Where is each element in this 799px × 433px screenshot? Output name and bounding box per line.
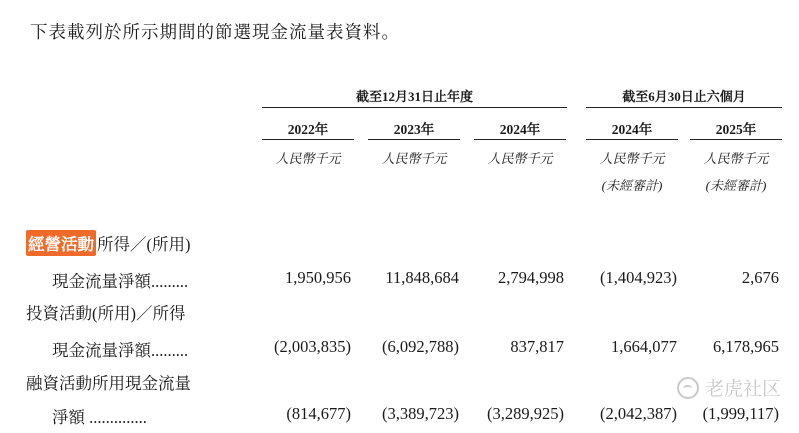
group-header-annual: 截至12月31日止年度 — [355, 89, 473, 104]
col-unit-3: 人民幣千元 — [487, 151, 553, 166]
cell-financing-2025h1: (1,999,117) — [702, 404, 779, 423]
col-year-3: 2024年 — [499, 122, 541, 137]
row-label-financing: 融資活動所用現金流量 — [26, 374, 191, 393]
col-year-2: 2023年 — [393, 122, 435, 137]
col-unit-2: 人民幣千元 — [381, 151, 447, 166]
intro-text: 下表載列於所示期間的節選現金流量表資料。 — [30, 22, 400, 42]
group-rule-annual — [262, 107, 567, 108]
highlight-operating: 經營活動 — [26, 230, 96, 256]
col-year-4: 2024年 — [611, 122, 653, 137]
watermark-text: 老虎社区 — [704, 378, 781, 400]
row-sublabel-investing: 現金流量淨額......... — [52, 341, 189, 360]
row-label-operating-rest: 所得／(所用) — [97, 235, 191, 254]
col-note-4: (未經審計) — [601, 178, 663, 193]
cell-operating-2024: 2,794,998 — [498, 268, 564, 287]
tiger-logo-icon — [677, 377, 699, 399]
col-rule-1 — [262, 139, 354, 140]
cell-operating-2025h1: 2,676 — [741, 268, 779, 287]
watermark — [677, 374, 781, 401]
cell-investing-2023: (6,092,788) — [382, 337, 459, 356]
col-rule-2 — [368, 139, 460, 140]
col-year-1: 2022年 — [287, 122, 329, 137]
row-sublabel-financing: 淨額 .............. — [52, 408, 147, 427]
col-rule-4 — [586, 139, 678, 140]
group-header-half: 截至6月30日止六個月 — [622, 89, 746, 104]
cell-operating-2024h1: (1,404,923) — [600, 268, 677, 287]
col-note-5: (未經審計) — [705, 178, 767, 193]
col-unit-1: 人民幣千元 — [275, 151, 341, 166]
cell-financing-2022: (814,677) — [286, 404, 351, 423]
cell-operating-2023: 11,848,684 — [385, 268, 459, 287]
cell-investing-2024: 837,817 — [510, 337, 564, 356]
cell-financing-2024h1: (2,042,387) — [600, 404, 677, 423]
cell-financing-2023: (3,389,723) — [382, 404, 459, 423]
cell-investing-2024h1: 1,664,077 — [611, 337, 677, 356]
col-year-5: 2025年 — [715, 122, 757, 137]
cell-financing-2024: (3,289,925) — [487, 404, 564, 423]
col-rule-5 — [690, 139, 782, 140]
col-unit-5: 人民幣千元 — [703, 151, 769, 166]
row-label-operating — [26, 230, 191, 256]
row-label-investing: 投資活動(所用)／所得 — [26, 304, 186, 323]
col-unit-4: 人民幣千元 — [599, 151, 665, 166]
row-sublabel-operating: 現金流量淨額......... — [52, 272, 189, 291]
cell-operating-2022: 1,950,956 — [285, 268, 351, 287]
col-rule-3 — [474, 139, 566, 140]
group-rule-half — [586, 107, 782, 108]
cell-investing-2022: (2,003,835) — [274, 337, 351, 356]
cell-investing-2025h1: 6,178,965 — [713, 337, 779, 356]
